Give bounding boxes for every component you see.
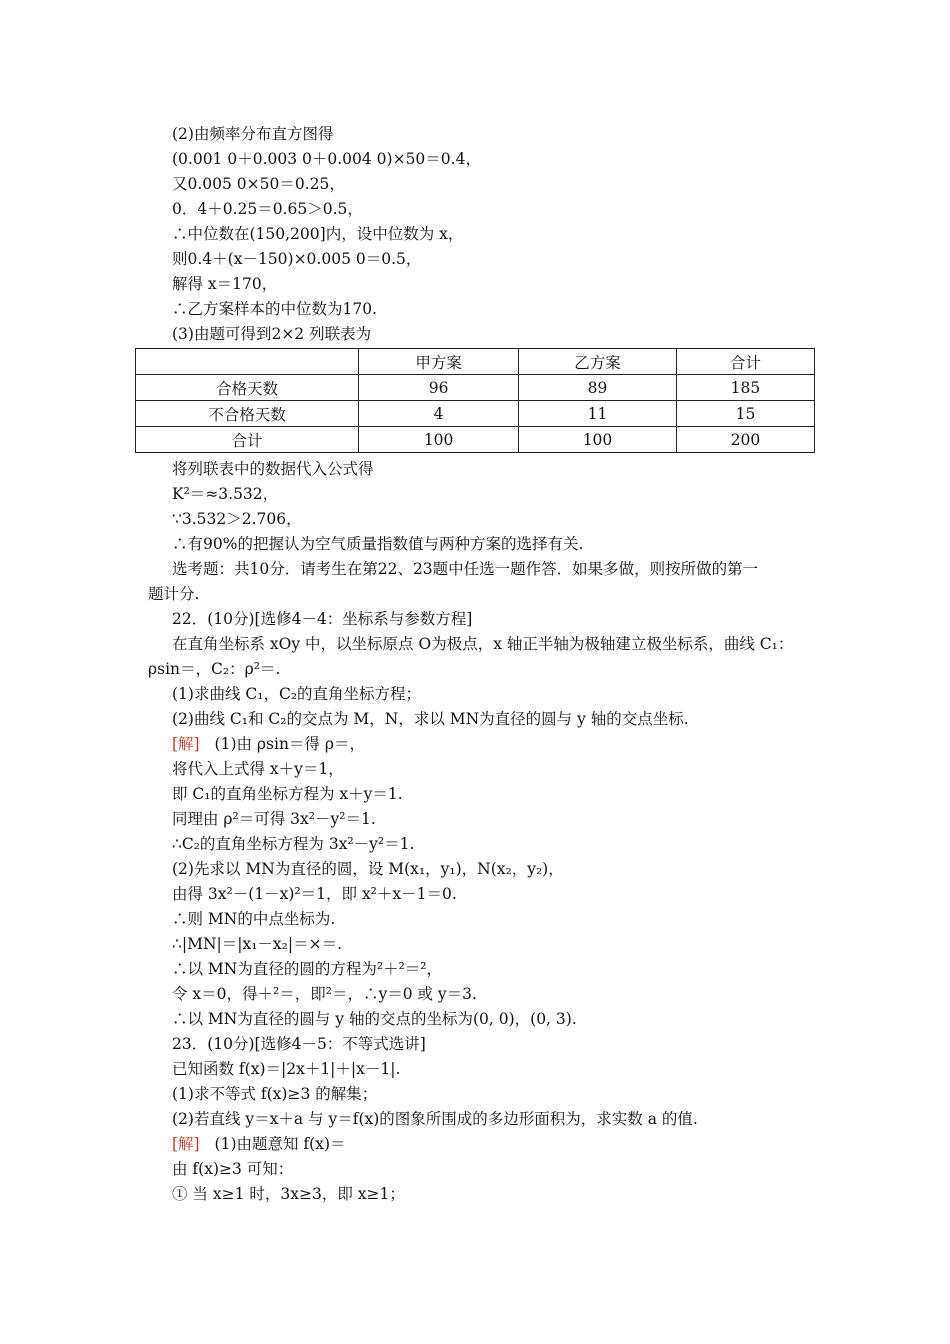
- question-23-stem: 已知函数 f(x)＝|2x＋1|＋|x－1|.: [172, 1060, 401, 1078]
- text-line: ∵3.532＞2.706，: [172, 510, 302, 528]
- table-cell: 合格天数: [136, 375, 359, 401]
- table-cell: 乙方案: [519, 349, 677, 375]
- table-cell: 100: [359, 427, 519, 453]
- table-row: [136, 427, 815, 453]
- text-line: (3)由题可得到2×2 列联表为: [172, 325, 372, 343]
- table-cell: 200: [676, 427, 814, 453]
- solution-line: ∴以 MN为直径的圆的方程为²＋²＝²，: [172, 960, 443, 978]
- contingency-table: [135, 348, 815, 453]
- table-header-row: [136, 349, 815, 375]
- solution-line: 令 x＝0，得＋²＝，即²＝，∴y＝0 或 y＝3.: [172, 985, 477, 1003]
- solution-line: 将代入上式得 x＋y＝1，: [172, 760, 344, 778]
- solution-line: ∴C₂的直角坐标方程为 3x²－y²＝1.: [172, 835, 415, 853]
- text-line: 解得 x＝170，: [172, 275, 278, 293]
- solution-line: ∴则 MN的中点坐标为.: [172, 910, 336, 928]
- text-line: ∴乙方案样本的中位数为170.: [172, 300, 378, 318]
- table-cell: 100: [519, 427, 677, 453]
- question-23-part: (1)求不等式 f(x)≥3 的解集；: [172, 1085, 378, 1103]
- text-line: 又0.005 0×50＝0.25，: [172, 175, 345, 193]
- text-line: 选考题：共10分．请考生在第22、23题中任选一题作答．如果多做，则按所做的第一: [172, 560, 759, 578]
- solution-text: (1)由 ρsin＝得 ρ＝，: [214, 735, 365, 753]
- question-22-stem-cont: ρsin＝，C₂：ρ²＝.: [148, 660, 281, 678]
- solution-line: ① 当 x≥1 时，3x≥3，即 x≥1；: [172, 1185, 405, 1203]
- table-cell: [136, 349, 359, 375]
- solution-line: (2)先求以 MN为直径的圆，设 M(x₁，y₁)，N(x₂，y₂)，: [172, 860, 564, 878]
- table-cell: 合计: [676, 349, 814, 375]
- text-line: ∴中位数在(150,200]内，设中位数为 x，: [172, 225, 464, 243]
- table-cell: 合计: [136, 427, 359, 453]
- solution-line: ∴|MN|＝|x₁－x₂|＝×＝.: [172, 935, 343, 953]
- solution-line: 由 f(x)≥3 可知：: [172, 1160, 294, 1178]
- question-22-part: (2)曲线 C₁和 C₂的交点为 M，N，求以 MN为直径的圆与 y 轴的交点坐标.: [172, 710, 689, 728]
- solution-line: [172, 734, 365, 754]
- text-line: (2)由频率分布直方图得: [172, 125, 334, 143]
- question-23-title: 23．(10分)[选修4－5：不等式选讲]: [172, 1035, 426, 1053]
- table-cell: 11: [519, 401, 677, 427]
- solution-line: 即 C₁的直角坐标方程为 x＋y＝1.: [172, 785, 403, 803]
- solution-line: 同理由 ρ²＝可得 3x²－y²＝1.: [172, 810, 376, 828]
- table-row: [136, 401, 815, 427]
- solution-line: [172, 1134, 346, 1154]
- table-cell: 96: [359, 375, 519, 401]
- text-line: ∴有90%的把握认为空气质量指数值与两种方案的选择有关.: [172, 535, 584, 553]
- solution-label: [解]: [172, 1135, 200, 1153]
- text-line: K²＝≈3.532，: [172, 485, 279, 503]
- table-row: [136, 375, 815, 401]
- table-cell: 甲方案: [359, 349, 519, 375]
- table-cell: 不合格天数: [136, 401, 359, 427]
- text-line: 0．4＋0.25＝0.65＞0.5，: [172, 200, 363, 218]
- solution-line: ∴以 MN为直径的圆与 y 轴的交点的坐标为(0, 0)，(0, 3).: [172, 1010, 577, 1028]
- text-line: 题计分.: [148, 585, 200, 603]
- text-line: 将列联表中的数据代入公式得: [172, 460, 374, 478]
- table-cell: 15: [676, 401, 814, 427]
- text-line: 则0.4＋(x－150)×0.005 0＝0.5，: [172, 250, 422, 268]
- question-22-stem: 在直角坐标系 xOy 中，以坐标原点 O为极点，x 轴正半轴为极轴建立极坐标系，曲线 C₁：: [172, 635, 794, 653]
- table-cell: 4: [359, 401, 519, 427]
- solution-text: (1)由题意知 f(x)＝: [214, 1135, 346, 1153]
- solution-line: 由得 3x²－(1－x)²＝1，即 x²＋x－1＝0.: [172, 885, 457, 903]
- question-22-title: 22．(10分)[选修4－4：坐标系与参数方程]: [172, 610, 473, 628]
- question-22-part: (1)求曲线 C₁，C₂的直角坐标方程；: [172, 685, 422, 703]
- question-23-part: (2)若直线 y＝x＋a 与 y＝f(x)的图象所围成的多边形面积为，求实数 a 的值.: [172, 1110, 698, 1128]
- solution-label: [解]: [172, 735, 200, 753]
- text-line: (0.001 0＋0.003 0＋0.004 0)×50＝0.4，: [172, 150, 481, 168]
- table-cell: 89: [519, 375, 677, 401]
- table-cell: 185: [676, 375, 814, 401]
